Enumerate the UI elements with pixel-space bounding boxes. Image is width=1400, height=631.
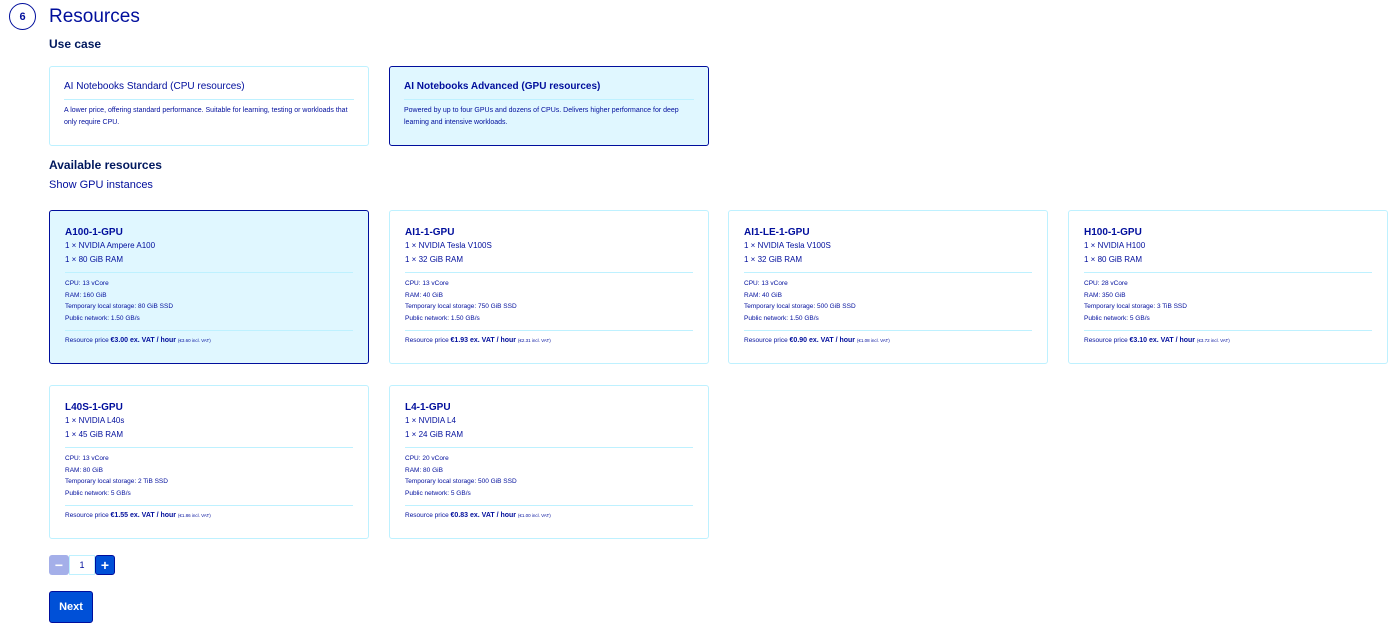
- price-prefix: Resource price: [1084, 337, 1128, 344]
- instance-gpu: 1 × NVIDIA H100: [1084, 241, 1146, 250]
- price-incl-vat: (€1.00 incl. VAT): [517, 513, 551, 518]
- price-value: €1.55 ex. VAT / hour: [110, 512, 177, 519]
- divider: [744, 330, 1032, 331]
- use-case-option-title: AI Notebooks Advanced (GPU resources): [404, 81, 694, 100]
- instance-name: A100-1-GPU: [65, 227, 123, 238]
- price-incl-vat: (€3.72 incl. VAT): [1196, 338, 1230, 343]
- step-number-badge: 6: [9, 3, 36, 30]
- divider: [405, 505, 693, 506]
- divider: [65, 272, 353, 273]
- divider: [405, 272, 693, 273]
- price-value: €3.10 ex. VAT / hour: [1129, 337, 1196, 344]
- price-prefix: Resource price: [405, 337, 449, 344]
- instance-ram: RAM: 80 GiB: [65, 466, 103, 474]
- instance-gpu: 1 × NVIDIA Tesla V100S: [744, 241, 831, 250]
- instance-name: H100-1-GPU: [1084, 227, 1142, 238]
- price-prefix: Resource price: [65, 337, 109, 344]
- instance-gpu: 1 × NVIDIA L40s: [65, 416, 125, 425]
- instance-card-ai1-le[interactable]: [728, 210, 1048, 364]
- use-case-label: Use case: [49, 37, 102, 51]
- instance-storage: Temporary local storage: 750 GiB SSD: [405, 303, 517, 310]
- quantity-value[interactable]: 1: [69, 555, 95, 575]
- instance-gpu-ram: 1 × 80 GiB RAM: [1084, 254, 1143, 264]
- price-prefix: Resource price: [405, 512, 449, 519]
- price-incl-vat: (€3.60 incl. VAT): [177, 338, 211, 343]
- instance-gpu: 1 × NVIDIA L4: [405, 416, 456, 425]
- instance-cpu: CPU: 28 vCore: [1084, 280, 1128, 287]
- price-incl-vat: (€1.86 incl. VAT): [177, 513, 211, 518]
- price-value: €0.83 ex. VAT / hour: [450, 512, 517, 519]
- divider: [405, 330, 693, 331]
- instance-network: Public network: 5 GB/s: [65, 489, 131, 497]
- instance-price: [405, 336, 693, 346]
- instance-card-a100[interactable]: [49, 210, 369, 364]
- price-value: €1.93 ex. VAT / hour: [450, 337, 517, 344]
- divider: [405, 447, 693, 448]
- available-resources-label: Available resources: [49, 158, 162, 172]
- divider: [1084, 272, 1372, 273]
- instance-storage: Temporary local storage: 80 GiB SSD: [65, 303, 174, 310]
- show-gpu-instances-label: Show GPU instances: [49, 179, 153, 191]
- instance-gpu-ram: 1 × 80 GiB RAM: [65, 254, 124, 264]
- instance-cpu: CPU: 20 vCore: [405, 455, 449, 462]
- instance-network: Public network: 1.50 GB/s: [65, 314, 140, 322]
- divider: [744, 272, 1032, 273]
- instance-price: [65, 511, 353, 521]
- instance-name: AI1-LE-1-GPU: [744, 227, 810, 238]
- price-value: €0.90 ex. VAT / hour: [789, 337, 856, 344]
- instance-gpu: 1 × NVIDIA Tesla V100S: [405, 241, 492, 250]
- instance-name: AI1-1-GPU: [405, 227, 455, 238]
- instance-price: [405, 511, 693, 521]
- instance-ram: RAM: 40 GiB: [405, 291, 443, 299]
- price-incl-vat: (€1.08 incl. VAT): [856, 338, 890, 343]
- use-case-option-cpu[interactable]: [49, 66, 369, 146]
- instance-card-l40s[interactable]: [49, 385, 369, 539]
- price-value: €3.00 ex. VAT / hour: [110, 337, 177, 344]
- instance-storage: Temporary local storage: 500 GiB SSD: [744, 303, 856, 310]
- instance-ram: RAM: 350 GiB: [1084, 291, 1126, 299]
- instance-storage: Temporary local storage: 3 TiB SSD: [1084, 303, 1187, 310]
- step-header: [9, 3, 140, 30]
- instance-price: [1084, 336, 1372, 346]
- instance-ram: RAM: 160 GiB: [65, 291, 107, 299]
- instance-network: Public network: 5 GB/s: [405, 489, 471, 497]
- instance-ram: RAM: 80 GiB: [405, 466, 443, 474]
- price-prefix: Resource price: [65, 512, 109, 519]
- instance-gpu-ram: 1 × 24 GiB RAM: [405, 429, 464, 439]
- divider: [65, 447, 353, 448]
- next-button[interactable]: Next: [49, 591, 93, 623]
- instance-cpu: CPU: 13 vCore: [744, 280, 788, 287]
- divider: [65, 330, 353, 331]
- price-prefix: Resource price: [744, 337, 788, 344]
- instance-card-l4[interactable]: [389, 385, 709, 539]
- instance-network: Public network: 1.50 GB/s: [405, 314, 480, 322]
- quantity-stepper: [49, 555, 115, 575]
- decrement-button[interactable]: −: [49, 555, 69, 575]
- divider: [1084, 330, 1372, 331]
- instance-card-ai1[interactable]: [389, 210, 709, 364]
- increment-button[interactable]: +: [95, 555, 115, 575]
- divider: [65, 505, 353, 506]
- instance-price: [65, 336, 353, 346]
- instance-price: [744, 336, 1032, 346]
- instance-gpu-ram: 1 × 32 GiB RAM: [744, 254, 803, 264]
- instance-cpu: CPU: 13 vCore: [405, 280, 449, 287]
- instance-ram: RAM: 40 GiB: [744, 291, 782, 299]
- instance-cpu: CPU: 13 vCore: [65, 455, 109, 462]
- instance-name: L4-1-GPU: [405, 402, 451, 413]
- use-case-option-title: AI Notebooks Standard (CPU resources): [64, 81, 354, 100]
- use-case-option-gpu[interactable]: [389, 66, 709, 146]
- step-title: Resources: [49, 5, 140, 27]
- instance-card-h100[interactable]: [1068, 210, 1388, 364]
- instance-network: Public network: 5 GB/s: [1084, 314, 1150, 322]
- price-incl-vat: (€2.31 incl. VAT): [517, 338, 551, 343]
- instance-network: Public network: 1.50 GB/s: [744, 314, 819, 322]
- instance-gpu-ram: 1 × 45 GiB RAM: [65, 429, 124, 439]
- instance-storage: Temporary local storage: 500 GiB SSD: [405, 478, 517, 485]
- instance-name: L40S-1-GPU: [65, 402, 123, 413]
- instance-cpu: CPU: 13 vCore: [65, 280, 109, 287]
- use-case-option-description: A lower price, offering standard performance. Suitable for learning, testing or workloads that only require CPU.: [64, 107, 348, 126]
- instance-gpu: 1 × NVIDIA Ampere A100: [65, 241, 156, 250]
- instance-gpu-ram: 1 × 32 GiB RAM: [405, 254, 464, 264]
- instance-storage: Temporary local storage: 2 TiB SSD: [65, 478, 168, 485]
- use-case-option-description: Powered by up to four GPUs and dozens of CPUs. Delivers higher performance for deep learning and intensive workloads.: [404, 107, 679, 126]
